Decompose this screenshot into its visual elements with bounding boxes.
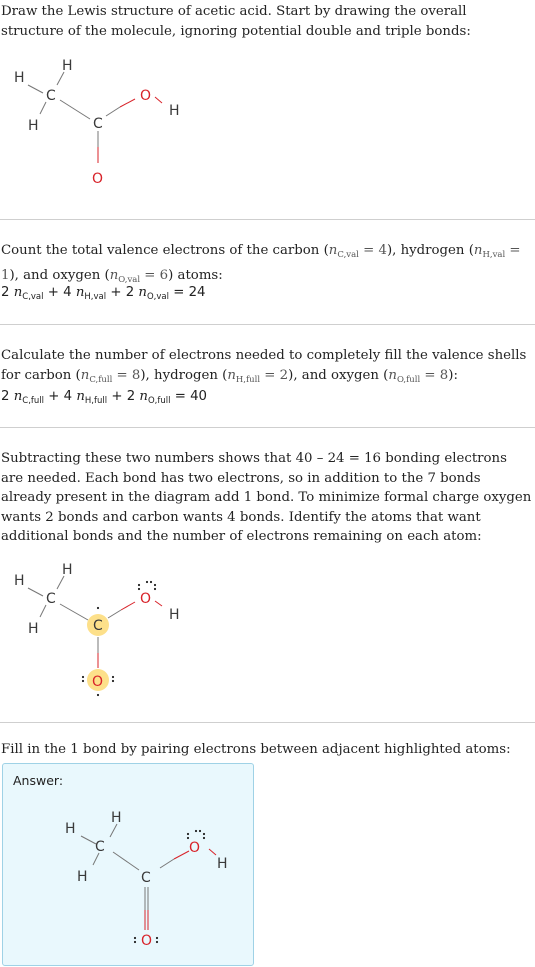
atom-h-4: H — [217, 856, 228, 872]
atom-h-3: H — [77, 869, 88, 885]
step5-text: Fill in the 1 bond by pairing electrons between adjacent highlighted atoms: — [1, 742, 511, 757]
step4-text: Subtracting these two numbers shows that 40 – 24 = 16 bonding electrons are needed. Each bond has two electrons, so in addition to the 7 bonds already present in the diagram add 1 bond. To minimize formal charge oxygen wants 2 bonds and carbon wants 4 bonds. Identify the atoms that want additional bonds and the number of electrons remaining on each atom: — [1, 451, 532, 544]
atom-h-2: H — [111, 810, 122, 826]
divider — [0, 427, 535, 428]
divider — [0, 722, 535, 723]
atom-h-2: H — [62, 58, 73, 74]
atom-o-1: O — [140, 88, 152, 104]
step3-text: Calculate the number of electrons needed to completely fill the valence shells for carbon $(n_{C,full} = 8)$, hydrogen $(n_{H,full} = 2)$, and oxygen $(n_{O,full} = 8)$: — [1, 348, 527, 385]
atom-c-2: C — [93, 618, 103, 634]
atom-o-2: O — [92, 674, 104, 690]
atom-o-1: O — [140, 591, 152, 607]
divider — [0, 324, 535, 325]
atom-h-1: H — [14, 573, 25, 589]
atom-c-2: C — [93, 116, 103, 132]
atom-h-3: H — [28, 621, 39, 637]
structure-diagram-highlighted — [0, 560, 200, 700]
atom-h-2: H — [62, 562, 73, 578]
atom-c-1: C — [46, 591, 56, 607]
atom-c-1: C — [95, 839, 105, 855]
atom-h-1: H — [14, 70, 25, 86]
structure-diagram-final — [53, 808, 248, 958]
atom-c-1: C — [46, 88, 56, 104]
valence-formula: 2 $n_{C,val} + 4$ $n_{H,val} + 2$ $n_{O,val} = 24$ — [1, 285, 206, 302]
atom-h-4: H — [169, 103, 180, 119]
atom-h-1: H — [65, 821, 76, 837]
answer-label: Answer: — [13, 773, 64, 788]
atom-c-2: C — [141, 870, 151, 886]
step2-text: Count the total valence electrons of the carbon $(n_{C,val} = 4)$, hydrogen $(n_{H,val} = 1)$, and oxygen $(n_{O,val} = 6)$ atoms: — [1, 243, 521, 285]
atom-o-1: O — [189, 840, 201, 856]
atom-o-2: O — [141, 933, 153, 949]
step1-text: Draw the Lewis structure of acetic acid. Start by drawing the overall structure of the molecule, ignoring potential double and triple bonds: — [1, 4, 471, 39]
atom-o-2: O — [92, 171, 104, 187]
structure-diagram-skeleton — [0, 55, 200, 195]
divider — [0, 219, 535, 220]
answer-box — [2, 763, 254, 966]
atom-h-4: H — [169, 607, 180, 623]
atom-h-3: H — [28, 118, 39, 134]
full-shell-formula: 2 $n_{C,full} + 4$ $n_{H,full} + 2$ $n_{O,full} = 40$ — [1, 389, 207, 406]
